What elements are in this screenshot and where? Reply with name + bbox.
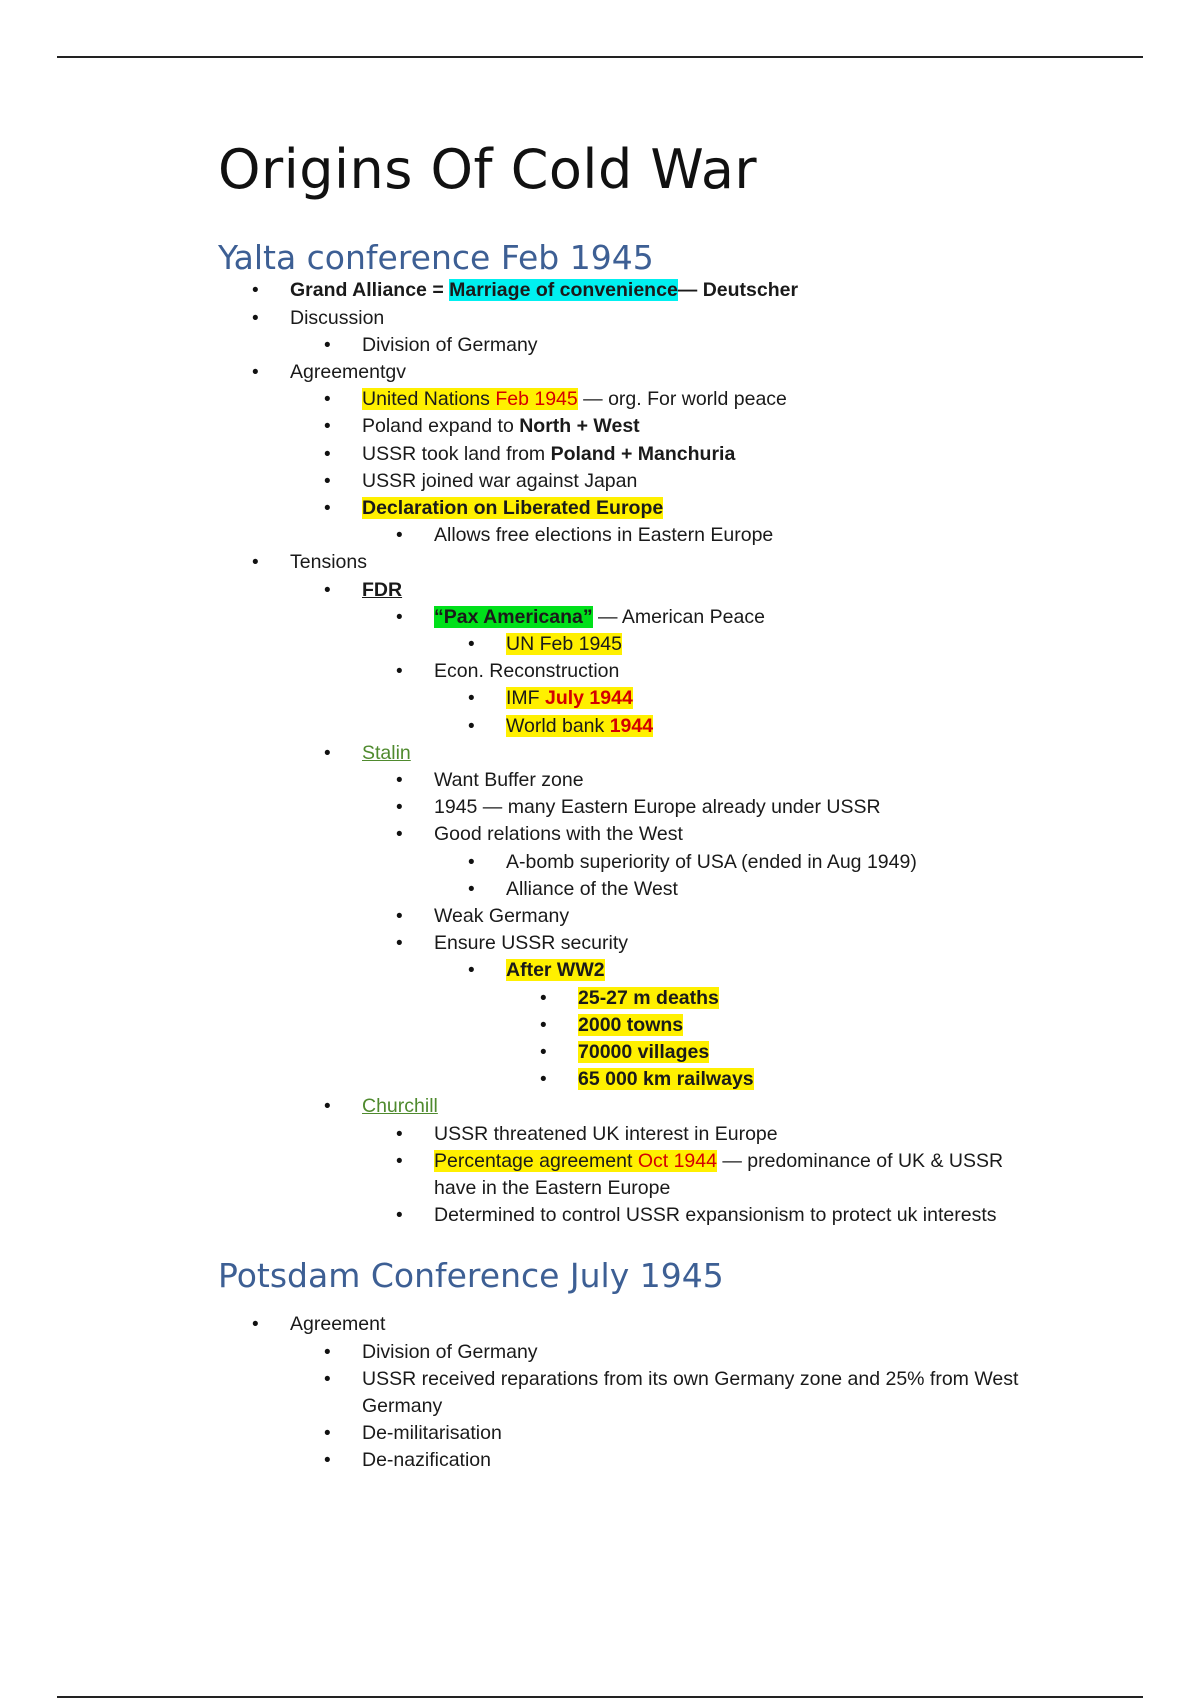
list-item: • Division of Germany [362,1339,1078,1366]
list-item: • After WW2 • 25-27 m deaths • 2000 towns • 70000 villages • 65 000 km railways [506,957,1078,1093]
list-item: • De-militarisation [362,1420,1078,1447]
list-item: • Good relations with the West • A-bomb superiority of USA (ended in Aug 1949) • Alliance of the West [434,821,1078,903]
list-item: • USSR joined war against Japan [362,468,1078,495]
list-item: • Poland expand to North + West [362,413,1078,440]
list-item: • Declaration on Liberated Europe • Allows free elections in Eastern Europe [362,495,1078,549]
list-item: • FDR • “Pax Americana” — American Peace • UN Feb 1945 • Econ. Reconstruction • IMF July 1944 • World bank 1944 [362,577,1078,740]
list-item: • Discussion • Division of Germany [290,305,1078,359]
list-item: • Percentage agreement Oct 1944 — predominance of UK & USSR have in the Eastern Europe [434,1148,1078,1202]
list-item: • United Nations Feb 1945 — org. For world peace [362,386,1078,413]
list-item: • De-nazification [362,1447,1078,1474]
list-item: • A-bomb superiority of USA (ended in Aug 1949) [506,849,1078,876]
list-item: • Churchill • USSR threatened UK interest in Europe • Percentage agreement Oct 1944 — predominance of UK & USSR have in the Eastern Europe • Determined to control USSR expansionism to protect uk interests [362,1093,1078,1229]
list-item: • Grand Alliance = Marriage of convenience— Deutscher [290,277,1078,304]
list-item: • UN Feb 1945 [506,631,1078,658]
list-item: • 25-27 m deaths [578,985,1078,1012]
list-item: • Ensure USSR security • After WW2 • 25-27 m deaths • 2000 towns • 70000 villages • 65 000 km railways [434,930,1078,1093]
list-item: • IMF July 1944 [506,685,1078,712]
list-item: • USSR took land from Poland + Manchuria [362,441,1078,468]
potsdam-list [218,1311,1078,1474]
header-rule [57,56,1143,58]
list-item: • Want Buffer zone [434,767,1078,794]
section-heading-potsdam: Potsdam Conference July 1945 [218,1256,724,1296]
yalta-list [218,277,1078,1229]
list-item: • Tensions • FDR • “Pax Americana” — American Peace • UN Feb 1945 • Econ. Reconstruction • IMF July 1944 • World bank 1944 • Stalin • Want Buffer zone • 1945 — many Eastern Europe already under USSR • Good relations with the West • A-bomb superiority of USA (ended in Aug 1949) • Alliance of the West • Weak Germany • Ensure USSR security • After WW2 • 25-27 m deaths • 2000 towns • 70000 villages • 65 000 km railways • Churchill • USSR threatened UK interest in Europe • Percentage agreement Oct 1944 — predominance of UK & USSR have in the Eastern Europe • Determined to control USSR expansionism to protect uk interests [290,549,1078,1229]
section-heading-yalta: Yalta conference Feb 1945 [218,238,654,278]
list-item: • 2000 towns [578,1012,1078,1039]
document-body [218,140,1078,1475]
section-gap [218,1229,1078,1257]
list-item: • Allows free elections in Eastern Europe [434,522,1078,549]
list-item: • Weak Germany [434,903,1078,930]
list-item: • Agreementgv • United Nations Feb 1945 — org. For world peace • Poland expand to North + West • USSR took land from Poland + Manchuria • USSR joined war against Japan • Declaration on Liberated Europe • Allows free elections in Eastern Europe [290,359,1078,549]
list-item: • 70000 villages [578,1039,1078,1066]
list-item: • 65 000 km railways [578,1066,1078,1093]
list-item: • Determined to control USSR expansionism to protect uk interests [434,1202,1078,1229]
list-item: • USSR received reparations from its own Germany zone and 25% from West Germany [362,1366,1078,1420]
list-item: • 1945 — many Eastern Europe already under USSR [434,794,1078,821]
list-item: • Alliance of the West [506,876,1078,903]
list-item: • Stalin • Want Buffer zone • 1945 — many Eastern Europe already under USSR • Good relations with the West • A-bomb superiority of USA (ended in Aug 1949) • Alliance of the West • Weak Germany • Ensure USSR security • After WW2 • 25-27 m deaths • 2000 towns • 70000 villages • 65 000 km railways [362,740,1078,1094]
list-item: • Division of Germany [362,332,1078,359]
list-item: • “Pax Americana” — American Peace • UN Feb 1945 [434,604,1078,658]
list-item: • Agreement • Division of Germany • USSR received reparations from its own Germany zone and 25% from West Germany • De-militarisation • De-nazification [290,1311,1078,1474]
page-title: Origins Of Cold War [218,138,758,201]
footer-rule [57,1696,1143,1698]
list-item: • Econ. Reconstruction • IMF July 1944 • World bank 1944 [434,658,1078,740]
list-item: • World bank 1944 [506,713,1078,740]
list-item: • USSR threatened UK interest in Europe [434,1121,1078,1148]
